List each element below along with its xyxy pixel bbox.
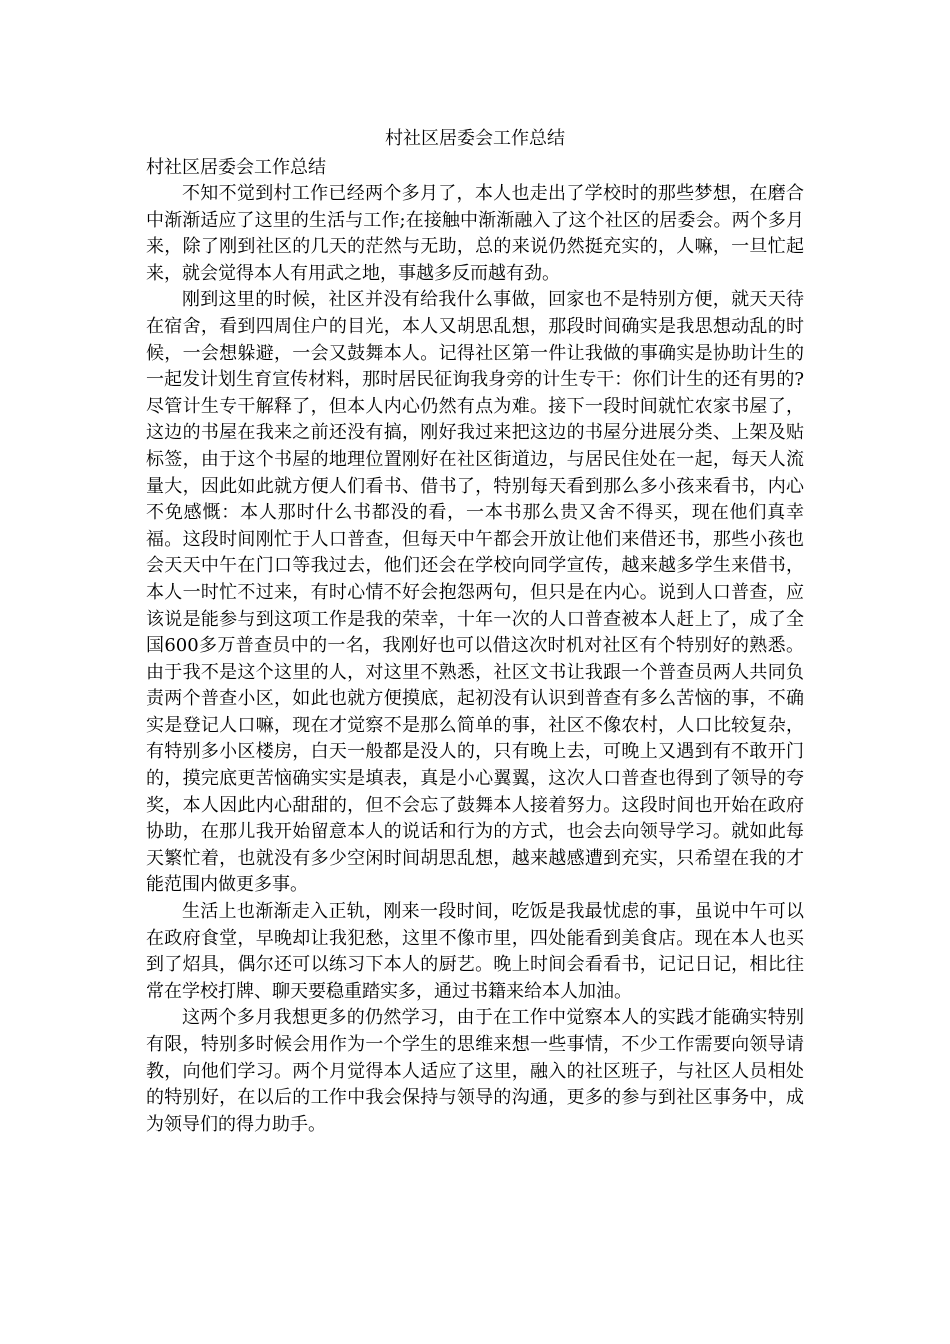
- paragraph-4: 这两个多月我想更多的仍然学习，由于在工作中觉察本人的实践才能确实特别有限，特别多时候会用作为一个学生的思维来想一些事情，不少工作需要向领导请教，向他们学习。两个月觉得本人适应了这里，融入的社区班子，与社区人员相处的特别好，在以后的工作中我会保持与领导的沟通，更多的参与到社区事务中，成为领导们的得力助手。: [146, 1007, 804, 1135]
- paragraph-1: 不知不觉到村工作已经两个多月了，本人也走出了学校时的那些梦想，在磨合中渐渐适应了这里的生活与工作;在接触中渐渐融入了这个社区的居委会。两个多月来，除了刚到社区的几天的茫然与无助，总的来说仍然挺充实的，人嘛，一旦忙起来，就会觉得本人有用武之地，事越多反而越有劲。: [146, 183, 804, 284]
- document-page: [146, 125, 804, 1138]
- paragraph-3: 生活上也渐渐走入正轨，刚来一段时间，吃饭是我最忧虑的事，虽说中午可以在政府食堂，早晚却让我犯愁，这里不像市里，四处能看到美食店。现在本人也买到了炤具，偶尔还可以练习下本人的厨艺。晚上时间会看看书，记记日记，相比往常在学校打牌、聊天要稳重踏实多，通过书籍来给本人加油。: [146, 901, 804, 1002]
- document-subtitle: 村社区居委会工作总结: [146, 157, 326, 178]
- paragraph-2: 刚到这里的时候，社区并没有给我什么事做，回家也不是特别方便，就天天待在宿舍，看到四周住户的目光，本人又胡思乱想，那段时间确实是我思想动乱的时候，一会想躲避，一会又鼓舞本人。记得社区第一件让我做的事确实是协助计生的一起发计划生育宣传材料，那时居民征询我身旁的计生专干：你们计生的还有男的?尽管计生专干解释了，但本人内心仍然有点为难。接下一段时间就忙农家书屋了，这边的书屋在我来之前还没有搞，刚好我过来把这边的书屋分进展分类、上架及贴标签，由于这个书屋的地理位置刚好在社区街道边，与居民住处在一起，每天人流量大，因此如此就方便人们看书、借书了，特别每天看到那么多小孩来看书，内心不免感慨：本人那时什么书都没的看，一本书那么贵又舍不得买，现在他们真幸福。这段时间刚忙于人口普查，但每天中午都会开放让他们来借还书，那些小孩也会天天中午在门口等我过去，他们还会在学校向同学宣传，越来越多学生来借书，本人一时忙不过来，有时心情不好会抱怨两句，但只是在内心。说到人口普查，应该说是能参与到这项工作是我的荣幸，十年一次的人口普查被本人赶上了，成了全国600多万普查员中的一名，我刚好也可以借这次时机对社区有个特别好的熟悉。由于我不是这个这里的人，对这里不熟悉，社区文书让我跟一个普查员两人共同负责两个普查小区，如此也就方便摸底，起初没有认识到普查有多么苦恼的事，不确实是登记人口嘛，现在才觉察不是那么简单的事，社区不像农村，人口比较复杂，有特别多小区楼房，白天一般都是没人的，只有晚上去，可晚上又遇到有不敢开门的，摸完底更苦恼确实实是填表，真是小心翼翼，这次人口普查也得到了领导的夸奖，本人因此内心甜甜的，但不会忘了鼓舞本人接着努力。这段时间也开始在政府协助，在那儿我开始留意本人的说话和行为的方式，也会去向领导学习。就如此每天繁忙着，也就没有多少空闲时间胡思乱想，越来越感遭到充实，只希望在我的才能范围内做更多事。: [146, 289, 804, 896]
- document-title: 村社区居委会工作总结: [385, 128, 565, 149]
